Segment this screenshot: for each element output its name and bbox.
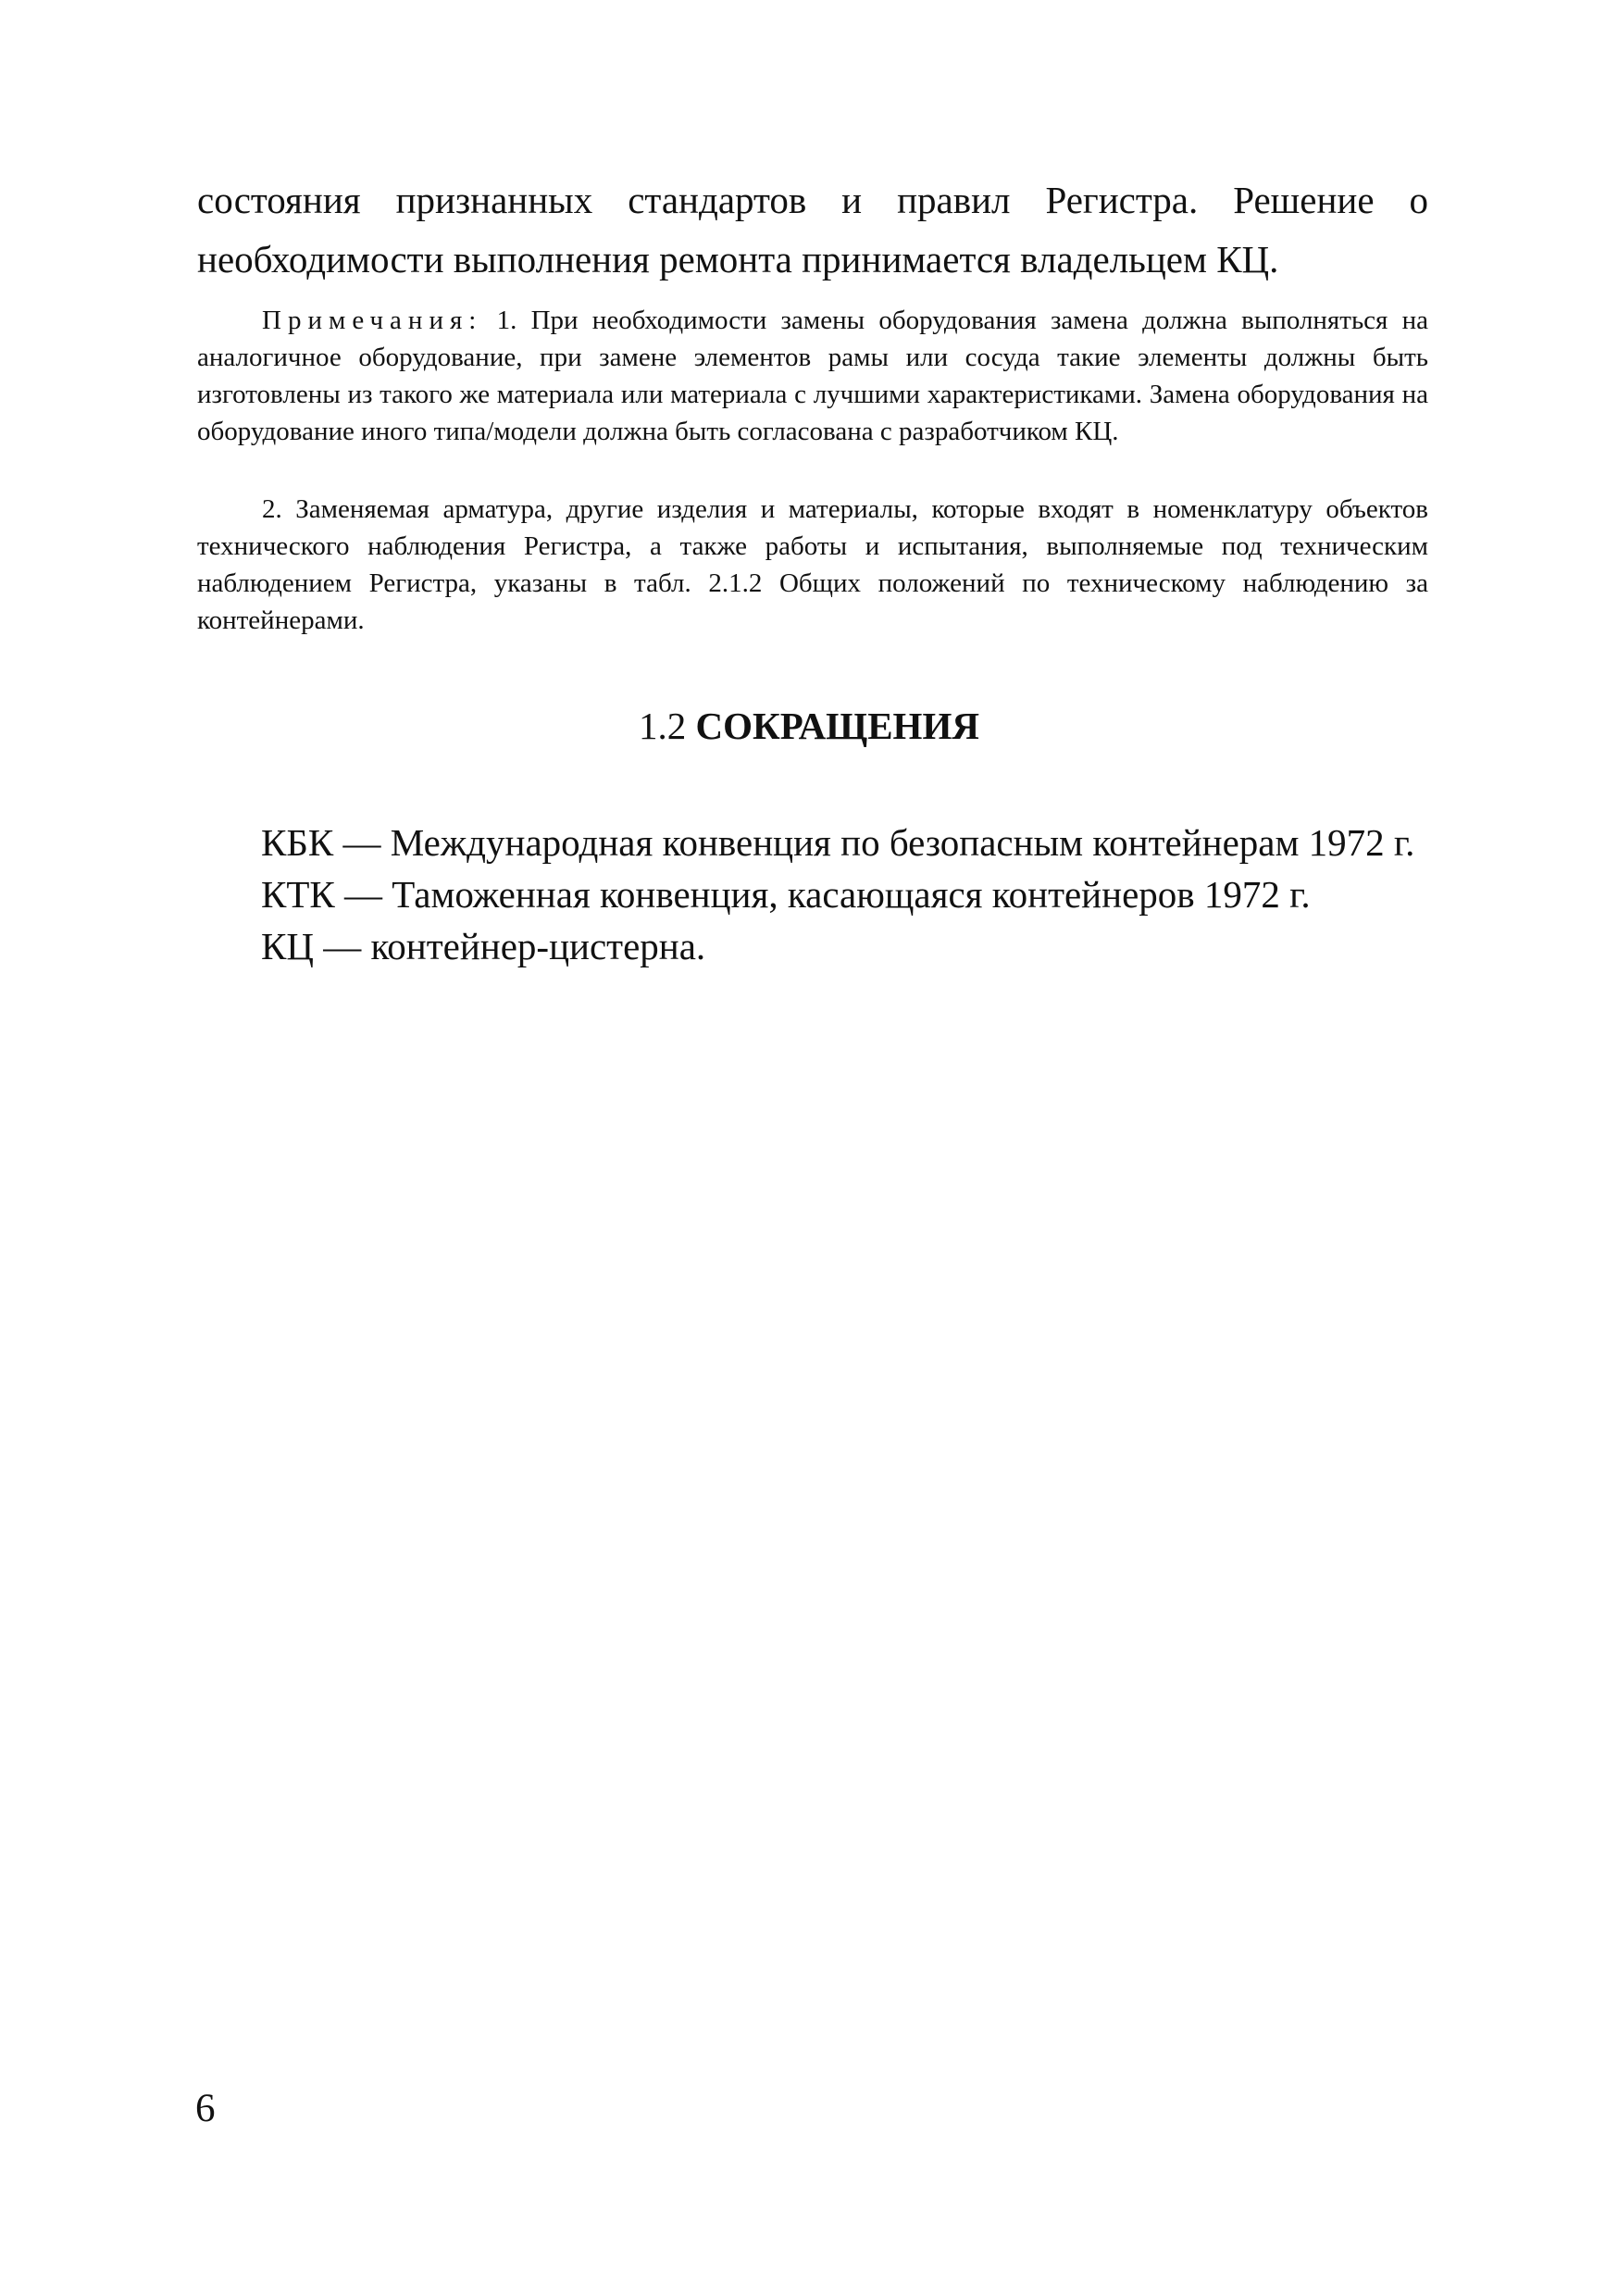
- intro-line-1: состояния признанных стандартов и правил Регистра. Решение о: [197, 179, 1428, 221]
- note-1-text: 1. При необходимости замены оборудования замена должна выполняться на аналогичное оборудование, при замене элементов рамы или сосуда такие элементы должны быть изготовлены из такого же материала или материала с лучшими характеристиками. Замена оборудования на оборудование иного типа/модели должна быть согласована с разработчиком КЦ.: [197, 306, 1429, 446]
- section-title: СОКРАЩЕНИЯ: [695, 705, 979, 747]
- abbreviation-list: [261, 817, 1464, 972]
- abbreviation-item: КТК — Таможенная конвенция, касающаяся контейнеров 1972 г.: [261, 873, 1311, 916]
- section-number: 1.2: [639, 705, 687, 747]
- abbreviation-item: КБК — Международная конвенция по безопасным контейнерам 1972 г.: [261, 821, 1415, 864]
- notes-label: Примечания:: [262, 306, 483, 335]
- note-2: 2. Заменяемая арматура, другие изделия и материалы, которые входят в номенклатуру объектов технического наблюдения Регистра, а также работы и испытания, выполняемые под техническим наблюдением Регистра, указаны в табл. 2.1.2 Общих положений по техническому наблюдению за контейнерами.: [197, 494, 1428, 635]
- abbreviation-item: КЦ — контейнер-цистерна.: [261, 925, 706, 967]
- intro-line-2: необходимости выполнения ремонта принимается владельцем КЦ.: [197, 238, 1279, 281]
- page-number: 6: [195, 2087, 216, 2130]
- section-heading: [0, 700, 1618, 752]
- note-1: [197, 302, 1428, 450]
